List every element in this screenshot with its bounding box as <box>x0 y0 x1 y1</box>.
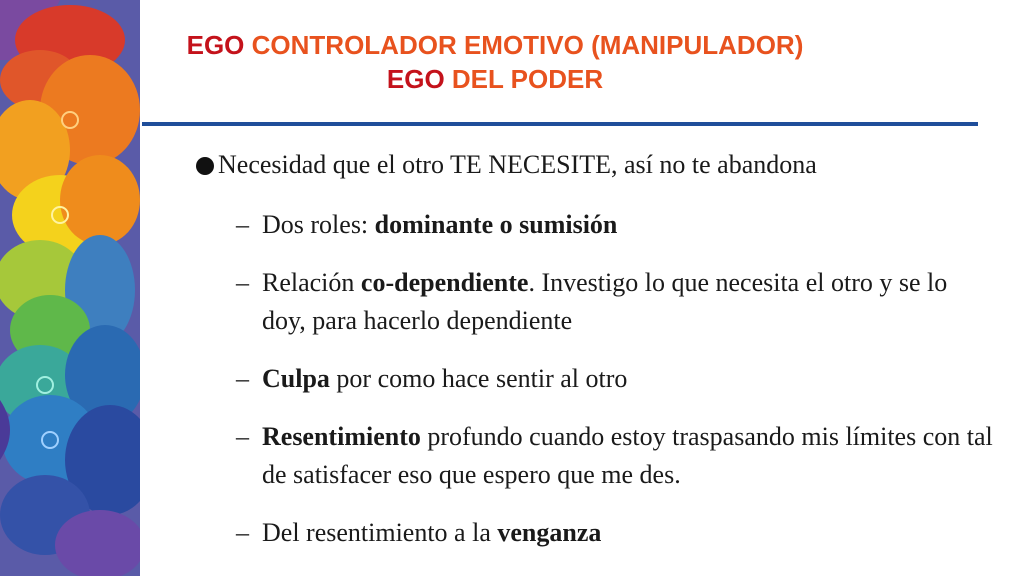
sub-bullet-3-text: por como hace sentir al otro <box>329 364 628 393</box>
chakra-flower-painting <box>0 0 140 576</box>
dash-icon: – <box>236 268 249 297</box>
sub-bullet-1-bold: dominante o sumisión <box>374 210 618 239</box>
title-line-1-ego: EGO <box>186 30 245 60</box>
sub-bullet-2-text-end: . Investigo lo que necesita el otro y se lo doy, para hacerlo dependiente <box>262 268 948 335</box>
sub-bullet-1-text: Dos roles: <box>262 210 375 239</box>
sub-bullet-5-text: Del resentimiento a la <box>262 518 498 547</box>
sub-bullet-2-bold: co-dependiente <box>360 268 529 297</box>
sub-bullet-5-bold: venganza <box>497 518 602 547</box>
title-line-2-rest: DEL PODER <box>444 64 604 94</box>
dash-icon: – <box>236 210 249 239</box>
bullet-dot-icon <box>196 157 214 175</box>
sub-bullet-4-text: profundo cuando estoy traspasando mis límites con tal de satisfacer eso que espero que me des. <box>262 422 993 489</box>
sub-bullet-2 <box>196 264 996 340</box>
title-divider <box>142 122 978 126</box>
sub-bullet-4-bold: Resentimiento <box>262 422 421 451</box>
sub-bullet-5 <box>196 514 996 552</box>
sub-bullet-3-bold: Culpa <box>262 364 330 393</box>
title-line-2 <box>150 62 840 96</box>
sub-bullet-2-text: Relación <box>262 268 361 297</box>
title-line-1-rest: CONTROLADOR EMOTIVO (MANIPULADOR) <box>244 30 804 60</box>
title-line-2-ego: EGO <box>386 64 445 94</box>
slide-body <box>196 146 996 572</box>
main-bullet <box>196 146 996 184</box>
dash-icon: – <box>236 364 249 393</box>
title-line-1 <box>150 28 840 62</box>
sub-bullet-4 <box>196 418 996 494</box>
main-bullet-text: Necesidad que el otro TE NECESITE, así no te abandona <box>218 150 817 179</box>
dash-icon: – <box>236 422 249 451</box>
slide-title <box>150 28 840 96</box>
dash-icon: – <box>236 518 249 547</box>
sub-bullet-1 <box>196 206 996 244</box>
sub-bullet-3 <box>196 360 996 398</box>
chakra-flower-icon <box>0 0 140 576</box>
